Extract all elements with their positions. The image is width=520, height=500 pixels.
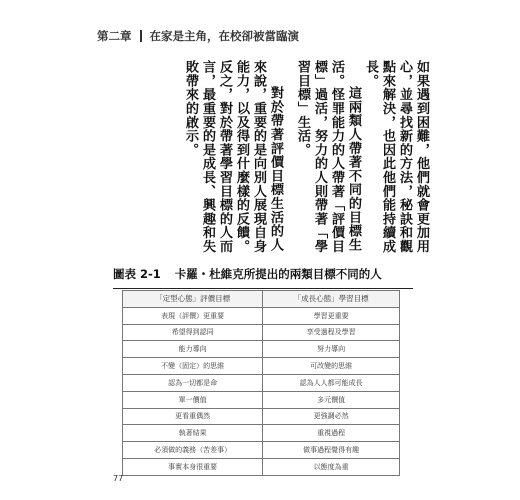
table-cell: 事實本身很重要 xyxy=(123,458,263,475)
table-cell: 能力導向 xyxy=(123,341,263,358)
table-cell: 認為人人都可能成長 xyxy=(263,374,400,391)
table-row xyxy=(123,391,400,408)
table-cell: 希望得到認同 xyxy=(123,324,263,341)
column-header: 「定型心態」評價目標 xyxy=(123,291,263,308)
table-cell: 認為一切都是命 xyxy=(123,374,263,391)
table-cell: 單一價值 xyxy=(123,391,263,408)
page-number: 77 xyxy=(113,474,124,483)
figure-label: 圖表 2-1 xyxy=(113,267,161,281)
table-cell: 努力導向 xyxy=(263,341,400,358)
figure-caption: 卡羅・杜維克所提出的兩類目標不同的人 xyxy=(174,267,382,281)
chapter-title: 在家是主角，在校卻被當臨演 xyxy=(149,29,299,43)
table-cell: 更看重偶然 xyxy=(123,408,263,425)
chapter-header xyxy=(97,28,299,44)
column-header: 「成長心態」學習目標 xyxy=(263,291,400,308)
table-row xyxy=(123,324,400,341)
table-row xyxy=(123,358,400,375)
table-row xyxy=(123,307,400,324)
body-text xyxy=(95,60,430,265)
table-cell: 不變（固定）的思維 xyxy=(123,358,263,375)
table-cell: 以態度為重 xyxy=(263,458,400,475)
figure-title xyxy=(113,266,413,289)
table-cell: 重視過程 xyxy=(263,425,400,442)
header-divider xyxy=(140,30,142,42)
table-header-row xyxy=(123,291,400,308)
table-cell: 更強調必然 xyxy=(263,408,400,425)
table-cell: 執著結果 xyxy=(123,425,263,442)
chapter-number: 第二章 xyxy=(97,29,132,43)
table-cell: 必須做的義務（苦差事） xyxy=(123,442,263,459)
table-row xyxy=(123,374,400,391)
table-cell: 可改變的思維 xyxy=(263,358,400,375)
table-cell: 學習更重要 xyxy=(263,307,400,324)
table-cell: 多元價值 xyxy=(263,391,400,408)
table-row xyxy=(123,408,400,425)
table-cell: 表現（評價）更重要 xyxy=(123,307,263,324)
body-paragraph-1: 如果遇到困難，他們就會更加用心，並尋找新的方法，秘訣和觀點來解決，也因此他們能持續成長。 xyxy=(363,60,429,254)
table-row xyxy=(123,341,400,358)
body-paragraph-3: 對於帶著評價目標生活的人來說，重要的是向別人展現自身能力，以及得到什麼樣的反饋。反之，對於帶著學習目標的人而言，最重要的是成長、興趣和失敗帶來的啟示。 xyxy=(183,60,283,254)
table-cell: 享受過程及學習 xyxy=(263,324,400,341)
table-cell: 做事過程覺得有趣 xyxy=(263,442,400,459)
body-paragraph-2: 這兩類人帶著不同的目標生活。怪罪能力的人帶著「評價目標」過活，努力的人則帶著「學習目標」生活。 xyxy=(295,60,361,254)
table-row xyxy=(123,425,400,442)
table-row xyxy=(123,458,400,475)
table-row xyxy=(123,442,400,459)
comparison-table xyxy=(122,290,400,476)
